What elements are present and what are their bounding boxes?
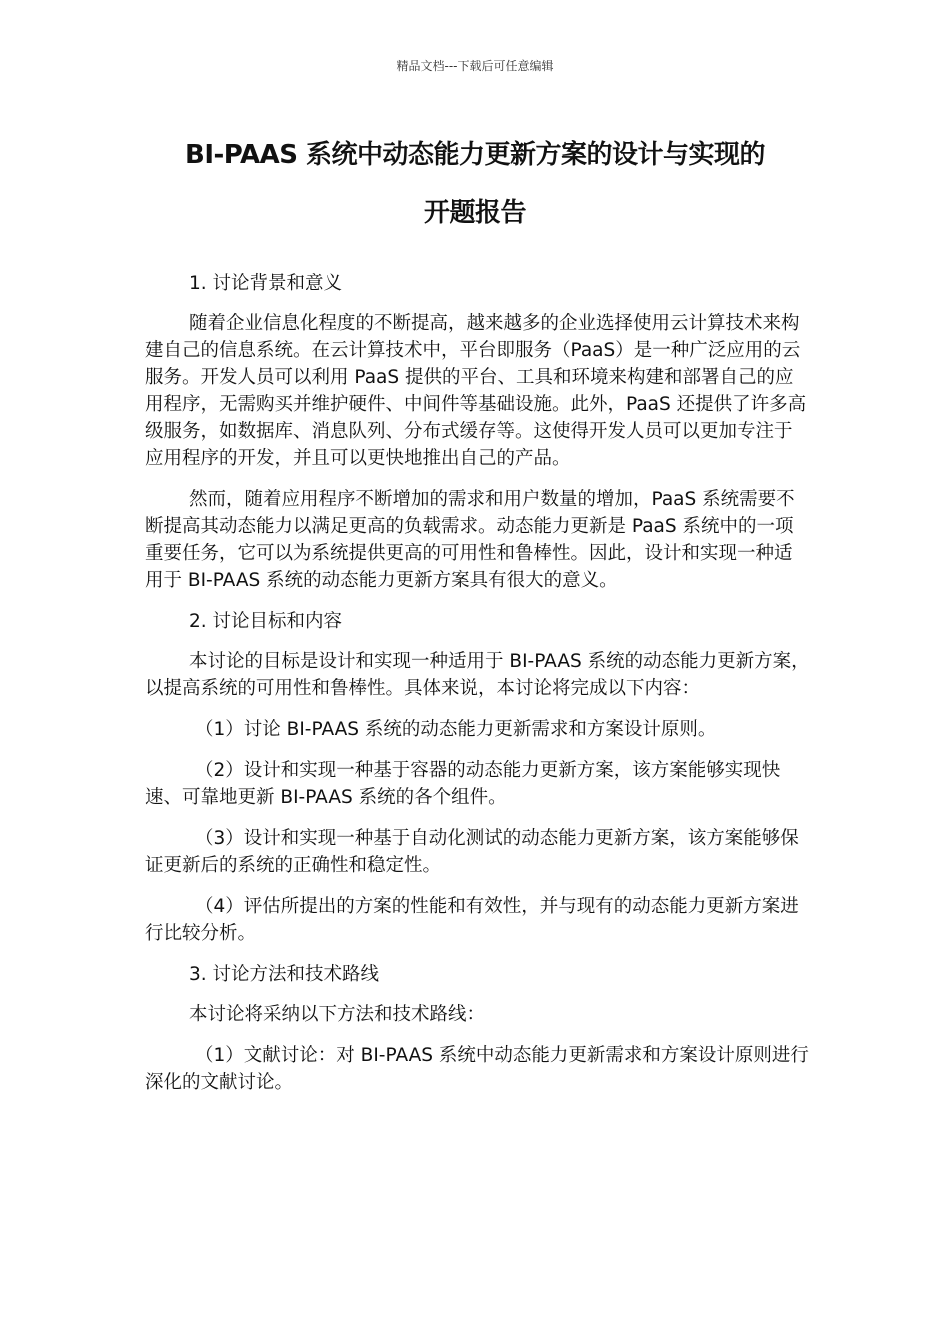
section-heading-1: 1. 讨论背景和意义 [189,273,343,294]
page-header: 精品文档---下载后可任意编辑 [396,59,554,73]
paragraph: 随着企业信息化程度的不断提高，越来越多的企业选择使用云计算技术来构建自己的信息系统。在云计算技术中，平台即服务（PaaS）是一种广泛应用的云服务。开发人员可以利用 PaaS 提供的平台、工具和环境来构建和部署自己的应用程序，无需购买并维护硬件、中间件等基础设施。此外，PaaS 还提供了许多高级服务，如数据库、消息队列、分布式缓存等。这使得开发人员可以更加专注于应用程序的开发，并且可以更快地推出自己的产品。 [145,313,807,469]
paragraph: 本讨论将采纳以下方法和技术路线： [189,1004,486,1025]
section-heading-3: 3. 讨论方法和技术路线 [189,964,380,985]
paragraph: 本讨论的目标是设计和实现一种适用于 BI-PAAS 系统的动态能力更新方案，以提高系统的可用性和鲁棒性。具体来说，本讨论将完成以下内容： [145,651,810,699]
list-item: （4）评估所提出的方案的性能和有效性，并与现有的动态能力更新方案进行比较分析。 [145,896,799,944]
paragraph: 然而，随着应用程序不断增加的需求和用户数量的增加，PaaS 系统需要不断提高其动态能力以满足更高的负载需求。动态能力更新是 PaaS 系统中的一项重要任务，它可以为系统提供更高的可用性和鲁棒性。因此，设计和实现一种适用于 BI-PAAS 系统的动态能力更新方案具有很大的意义。 [145,489,795,591]
list-item: （2）设计和实现一种基于容器的动态能力更新方案，该方案能够实现快速、可靠地更新 BI-PAAS 系统的各个组件。 [145,760,781,808]
document-body [145,270,810,1110]
section-heading-2: 2. 讨论目标和内容 [189,611,343,632]
document-title-line-2: 开题报告 [423,198,526,228]
list-item: （3）设计和实现一种基于自动化测试的动态能力更新方案，该方案能够保证更新后的系统的正确性和稳定性。 [145,828,799,876]
list-item: （1）文献讨论：对 BI-PAAS 系统中动态能力更新需求和方案设计原则进行深化的文献讨论。 [145,1045,809,1093]
document-title-line-1: BI-PAAS 系统中动态能力更新方案的设计与实现的 [185,140,765,170]
list-item: （1）讨论 BI-PAAS 系统的动态能力更新需求和方案设计原则。 [195,719,717,740]
